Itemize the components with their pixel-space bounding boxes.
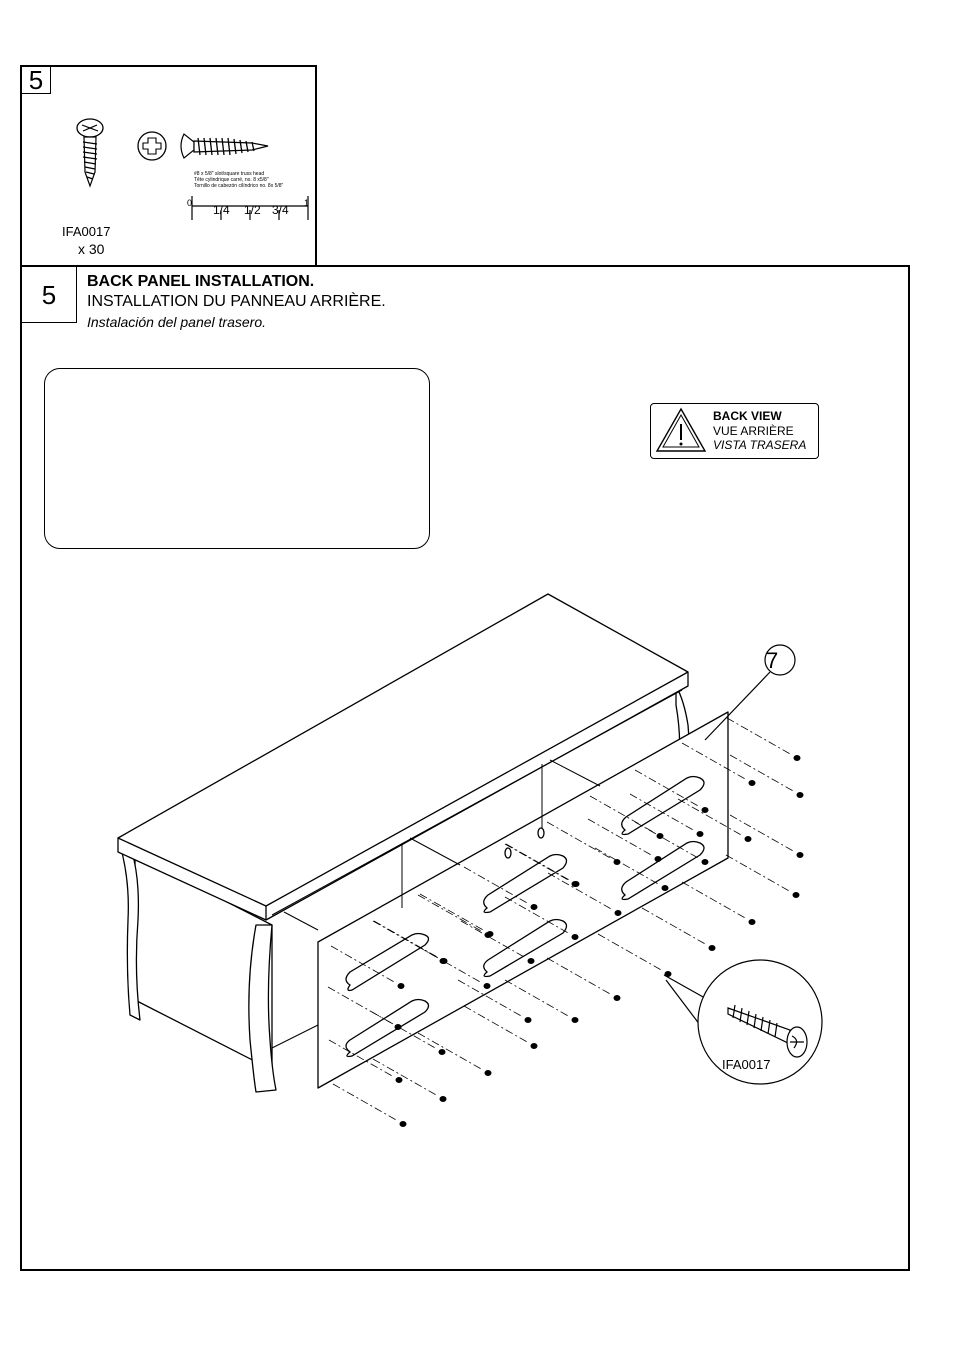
ruler-label-quarter: 1/4 bbox=[213, 203, 230, 217]
screw-icon bbox=[745, 836, 752, 842]
screw-leader-line bbox=[333, 1084, 398, 1121]
screw-leader-line bbox=[373, 1059, 438, 1096]
screw-icon bbox=[702, 859, 709, 865]
screw-icon bbox=[794, 755, 801, 761]
screw-icon bbox=[655, 856, 662, 862]
screw-icon bbox=[441, 958, 448, 964]
screw-leader-line bbox=[727, 718, 792, 755]
screw-icon bbox=[572, 934, 579, 940]
spec-fr: Tête cylindrique carré, no. 8 x5/8" bbox=[194, 177, 269, 183]
screw-leader-line bbox=[682, 882, 747, 919]
step-title-en: BACK PANEL INSTALLATION. bbox=[87, 273, 315, 290]
step-title-es: Instalación del panel trasero. bbox=[87, 314, 266, 330]
screw-icon bbox=[485, 932, 492, 938]
screw-icon bbox=[797, 792, 804, 798]
screw-icon bbox=[572, 881, 579, 887]
back-view-en: BACK VIEW bbox=[713, 409, 782, 423]
screw-icon bbox=[572, 1017, 579, 1023]
screw-icon bbox=[662, 885, 669, 891]
screw-icon bbox=[749, 780, 756, 786]
ruler-label-half: 1/2 bbox=[244, 203, 261, 217]
ruler-label-three-quarter: 3/4 bbox=[272, 203, 289, 217]
screw-leader-line bbox=[598, 934, 663, 971]
hardware-part-code: IFA0017 bbox=[62, 224, 111, 239]
screw-icon bbox=[440, 1096, 447, 1102]
screw-icon bbox=[697, 831, 704, 837]
spec-es: Tornillo de cabezón cilíndrico no. 8x 5/8" bbox=[194, 183, 284, 189]
screw-icon bbox=[528, 958, 535, 964]
screw-icon bbox=[702, 807, 709, 813]
screw-icon bbox=[709, 945, 716, 951]
screw-icon bbox=[484, 983, 491, 989]
back-view-fr: VUE ARRIÈRE bbox=[713, 424, 794, 438]
screw-icon bbox=[525, 1017, 532, 1023]
hardware-quantity: x 30 bbox=[78, 241, 105, 257]
screw-icon bbox=[395, 1024, 402, 1030]
screw-icon bbox=[396, 1077, 403, 1083]
part-number-label: 7 bbox=[766, 648, 779, 673]
screw-icon bbox=[749, 919, 756, 925]
screw-icon bbox=[797, 852, 804, 858]
screw-leader-line bbox=[505, 980, 570, 1017]
screw-leader-line bbox=[642, 908, 707, 945]
step-number: 5 bbox=[22, 267, 77, 323]
screw-leader-line bbox=[464, 1006, 529, 1043]
screw-leader-line bbox=[418, 1033, 483, 1070]
screw-icon bbox=[485, 1070, 492, 1076]
screw-icon bbox=[531, 904, 538, 910]
screw-icon bbox=[615, 910, 622, 916]
screw-icon bbox=[531, 1043, 538, 1049]
spec-en: #8 x 5/8" slot/square truss head bbox=[194, 171, 265, 177]
screw-leader-line bbox=[730, 815, 795, 852]
ruler-label-1: 1 bbox=[304, 198, 310, 208]
ruler-label-0: 0 bbox=[187, 198, 193, 208]
screw-icon bbox=[793, 892, 800, 898]
screw-icon bbox=[398, 983, 405, 989]
screw-leader-line bbox=[730, 755, 795, 792]
hardware-step-number: 5 bbox=[22, 67, 51, 94]
screw-icon bbox=[439, 1049, 446, 1055]
callout-part-code: IFA0017 bbox=[722, 1057, 771, 1072]
step-title-fr: INSTALLATION DU PANNEAU ARRIÈRE. bbox=[87, 293, 386, 310]
screw-icon bbox=[614, 995, 621, 1001]
screw-icon bbox=[400, 1121, 407, 1127]
screw-leader-line bbox=[547, 958, 612, 995]
screw-leader-line bbox=[726, 855, 791, 892]
back-view-es: VISTA TRASERA bbox=[713, 438, 807, 452]
